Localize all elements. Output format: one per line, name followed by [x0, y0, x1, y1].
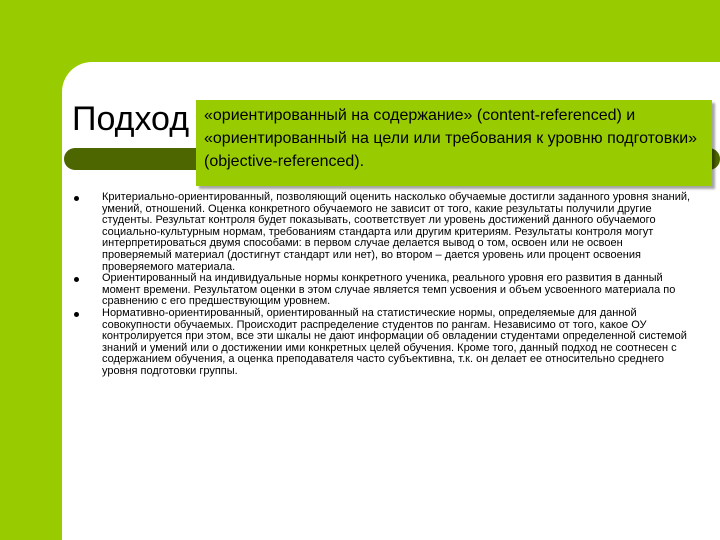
slide-title: Подход [72, 100, 190, 138]
bullet-text: Критериально-ориентированный, позволяющий оценить насколько обучаемые достигли заданного уровня знаний, умений, отношений. Оценка конкретного обучаемого не зависит от того, какие результаты получили другие студенты. Результат контроля будет показывать, соответствует ли уровень достижений данного обучаемого социально-культурным нормам, требованиям стандарта или другим критериям. Результаты контроля могут интерпретироваться двумя способами: в первом случае делается вывод о том, освоен или не освоен проверяемый материал (достигнут стандарт или нет), во втором – дается уровень или процент освоения проверяемого материала. [102, 191, 691, 273]
bullet-item [72, 273, 694, 308]
overlay-callout-text: «ориентированный на содержание» (content-referenced) и «ориентированный на цели или требования к уровню подготовки» (objective-referenced). [204, 107, 698, 170]
bullet-dot-icon [74, 196, 79, 201]
bullet-text: Ориентированный на индивидуальные нормы конкретного ученика, реального уровня его развития в данный момент времени. Результатом оценки в этом случае является темп усвоения и объем усвоенного материала по сравнению с его предшествующим уровнем. [102, 272, 676, 308]
bullet-dot-icon [74, 277, 79, 282]
bullet-list [72, 192, 694, 378]
bullet-item [72, 308, 694, 378]
bullet-text: Нормативно-ориентированный, ориентированный на статистические нормы, определяемые для данной совокупности обучаемых. Происходит распределение студентов по рангам. Независимо от того, какое ОУ контролируется при этом, все эти шкалы не дают информации об овладении студентами определенной системой знаний и умений или о достижении ими конкретных целей обучения. Кроме того, данный подход не соотнесен с содержанием обучения, а оценка преподавателя часто субъективна, т.к. он делает ее относительно среднего уровня подготовки группы. [102, 306, 687, 377]
bullet-item [72, 192, 694, 273]
bullet-dot-icon [74, 312, 79, 317]
overlay-callout [196, 100, 712, 186]
